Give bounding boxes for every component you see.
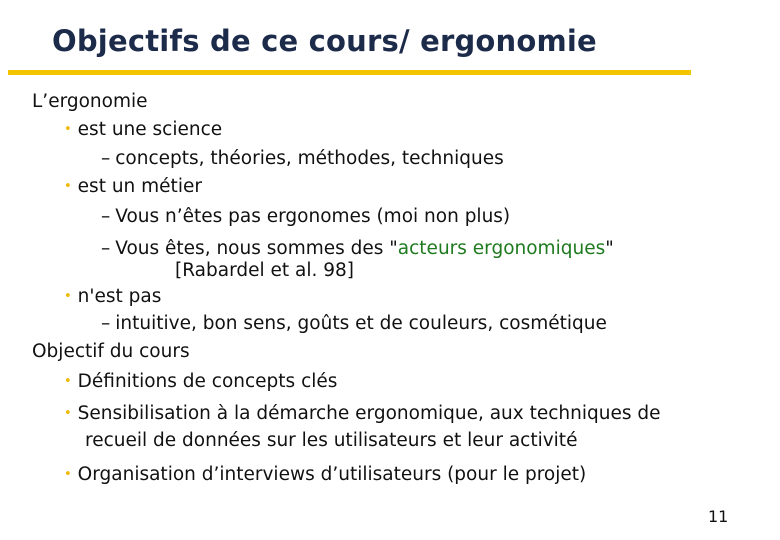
bullet-item xyxy=(64,176,202,200)
bullet-icon: • xyxy=(64,406,72,421)
sub-bullet-text: Vous êtes, nous sommes des " xyxy=(115,238,398,259)
sub-bullet-item xyxy=(101,206,510,228)
sub-bullet-item xyxy=(101,148,504,170)
bullet-icon: • xyxy=(64,122,72,137)
dash-icon: – xyxy=(101,238,111,259)
bullet-text: Sensibilisation à la démarche ergonomique, aux techniques de xyxy=(77,403,661,424)
bullet-icon: • xyxy=(64,374,72,389)
bullet-item xyxy=(64,403,661,427)
dash-icon: – xyxy=(101,148,111,169)
bullet-item xyxy=(64,464,586,488)
bullet-icon: • xyxy=(64,289,72,304)
dash-icon: – xyxy=(101,313,111,334)
title-underline xyxy=(8,70,691,75)
bullet-item xyxy=(64,286,161,310)
bullet-item xyxy=(64,371,337,395)
sub-bullet-text: Vous n’êtes pas ergonomes (moi non plus) xyxy=(115,206,511,227)
section-heading-ergonomie: L’ergonomie xyxy=(32,91,148,112)
bullet-item xyxy=(64,119,222,143)
bullet-text: n'est pas xyxy=(77,286,162,307)
bullet-text: est un métier xyxy=(77,176,202,197)
citation: [Rabardel et al. 98] xyxy=(175,260,355,281)
bullet-text: Définitions de concepts clés xyxy=(77,371,338,392)
sub-bullet-text-end: " xyxy=(605,238,614,259)
section-heading-objectif: Objectif du cours xyxy=(32,341,190,362)
dash-icon: – xyxy=(101,206,111,227)
bullet-icon: • xyxy=(64,179,72,194)
bullet-text: Organisation d’interviews d’utilisateurs (pour le projet) xyxy=(77,464,587,485)
sub-bullet-item xyxy=(101,313,607,335)
page-number: 11 xyxy=(708,507,729,526)
slide-title: Objectifs de ce cours/ ergonomie xyxy=(52,24,597,58)
bullet-text: est une science xyxy=(77,119,223,140)
bullet-icon: • xyxy=(64,467,72,482)
sub-bullet-item xyxy=(101,238,614,260)
bullet-text-continuation: recueil de données sur les utilisateurs et leur activité xyxy=(85,430,578,451)
highlighted-term: acteurs ergonomiques xyxy=(397,238,606,259)
sub-bullet-text: intuitive, bon sens, goûts et de couleurs, cosmétique xyxy=(115,313,607,334)
sub-bullet-text: concepts, théories, méthodes, techniques xyxy=(115,148,504,169)
